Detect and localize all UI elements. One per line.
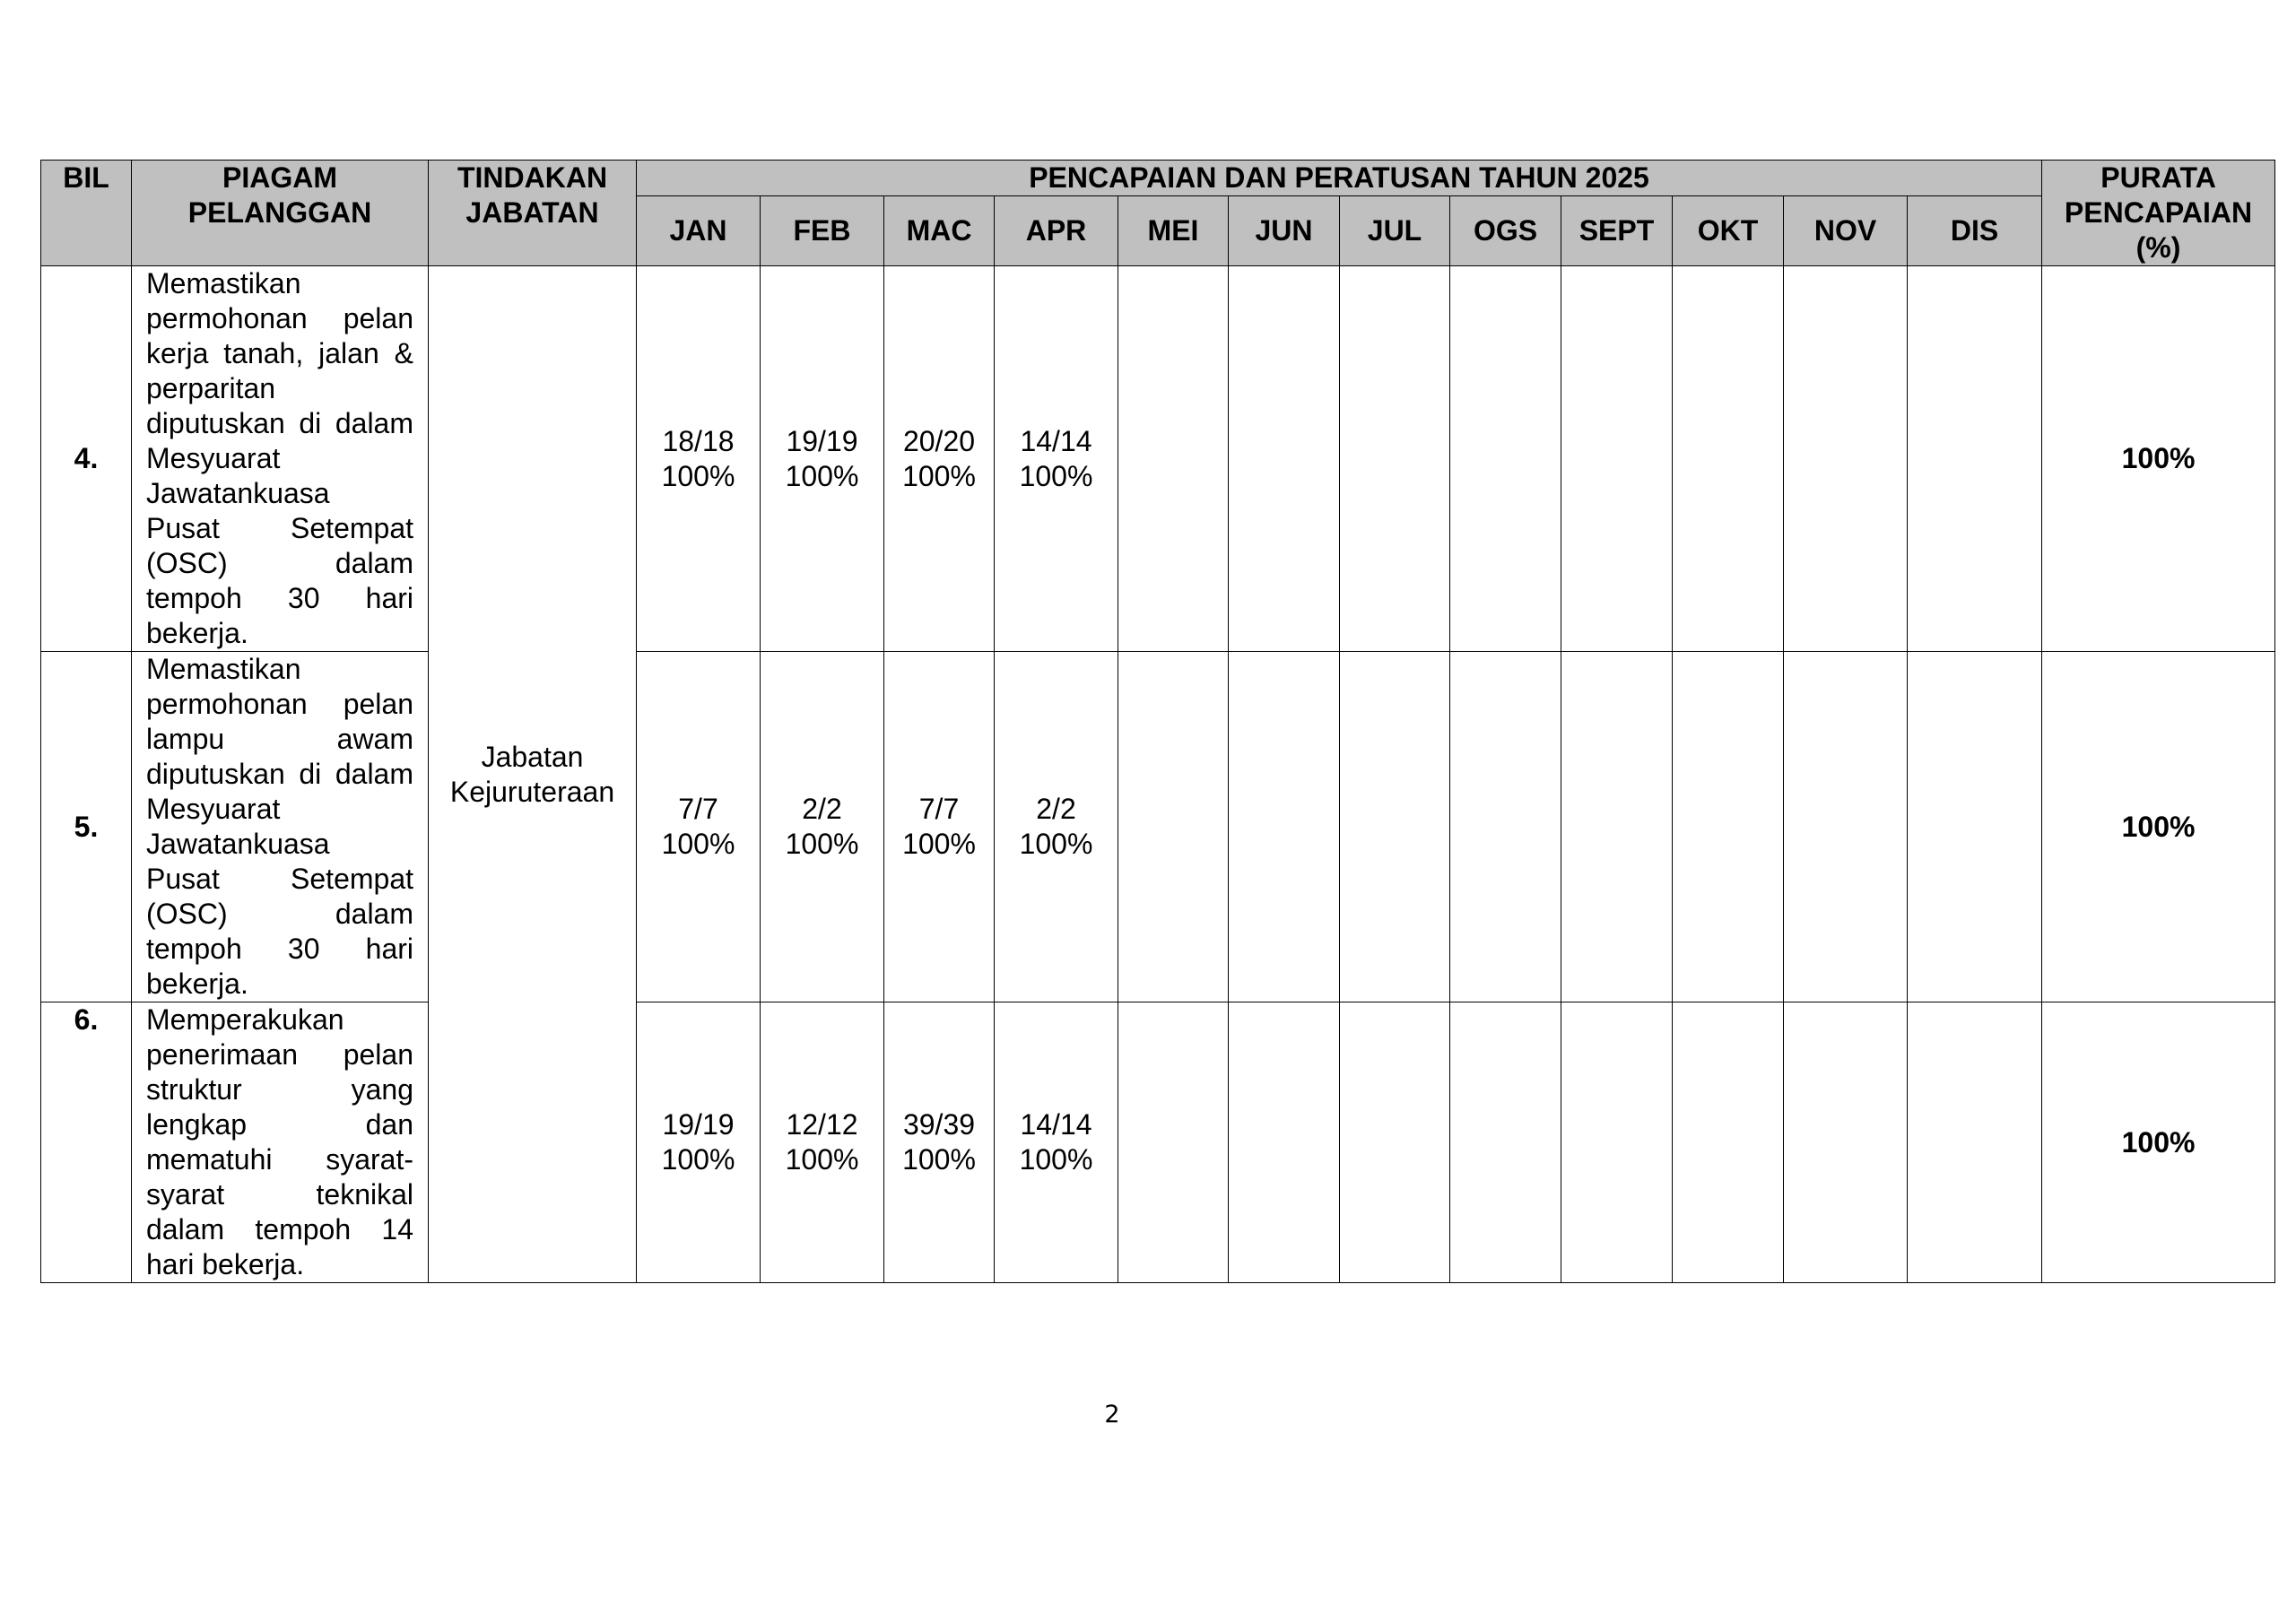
value-ogs — [1450, 266, 1561, 652]
value-count: 7/7 — [918, 793, 960, 825]
value-mac — [884, 266, 995, 652]
table-row — [41, 1002, 2275, 1283]
value-pct: 100% — [785, 459, 859, 492]
month-jun: JUN — [1229, 196, 1340, 266]
value-ogs — [1450, 652, 1561, 1002]
value-nov — [1784, 652, 1908, 1002]
value-pct: 100% — [1019, 828, 1093, 860]
piagam-line: diputuskan di dalam — [146, 758, 413, 790]
piagam-line: Mesyuarat — [146, 793, 281, 825]
row-average: 100% — [2042, 652, 2275, 1002]
row-piagam — [132, 652, 429, 1002]
piagam-line: tempoh 30 hari — [146, 582, 413, 614]
value-mei — [1118, 266, 1229, 652]
piagam-line: Jawatankuasa — [146, 828, 330, 860]
header-piagam-label: PIAGAM PELANGGAN — [187, 161, 372, 229]
month-dis: DIS — [1908, 196, 2042, 266]
header-piagam — [132, 161, 429, 266]
row-average: 100% — [2042, 266, 2275, 652]
value-jan — [637, 1002, 761, 1283]
value-count: 7/7 — [678, 793, 718, 825]
value-nov — [1784, 1002, 1908, 1283]
value-jul — [1340, 652, 1450, 1002]
value-apr — [995, 1002, 1118, 1283]
piagam-line: tempoh 30 hari — [146, 933, 413, 965]
piagam-line: (OSC) dalam — [146, 547, 413, 579]
value-count: 19/19 — [662, 1108, 735, 1141]
value-count: 2/2 — [802, 793, 842, 825]
value-pct: 100% — [902, 459, 976, 492]
piagam-line: hari bekerja. — [146, 1248, 305, 1280]
piagam-line: dalam tempoh 14 — [146, 1213, 413, 1245]
header-purata-label: PURATA PENCAPAIAN (%) — [2064, 161, 2253, 264]
value-apr — [995, 652, 1118, 1002]
piagam-line: bekerja. — [146, 617, 248, 649]
value-mei — [1118, 652, 1229, 1002]
value-feb — [761, 1002, 884, 1283]
header-purata — [2042, 161, 2275, 266]
value-jul — [1340, 1002, 1450, 1283]
piagam-line: Memastikan — [146, 267, 301, 299]
header-bil: BIL — [41, 161, 132, 196]
department-label: Jabatan Kejuruteraan — [449, 740, 615, 808]
value-feb — [761, 266, 884, 652]
table-row — [41, 266, 2275, 652]
value-nov — [1784, 266, 1908, 652]
value-jun — [1229, 652, 1340, 1002]
value-okt — [1673, 266, 1784, 652]
month-apr: APR — [995, 196, 1118, 266]
value-okt — [1673, 1002, 1784, 1283]
value-sept — [1561, 1002, 1673, 1283]
value-ogs — [1450, 1002, 1561, 1283]
piagam-line: Pusat Setempat — [146, 863, 413, 895]
value-pct: 100% — [902, 1143, 976, 1176]
piagam-line: syarat teknikal — [146, 1178, 413, 1211]
value-count: 14/14 — [1020, 424, 1092, 457]
value-dis — [1908, 1002, 2042, 1283]
value-dis — [1908, 652, 2042, 1002]
header-pencapaian: PENCAPAIAN DAN PERATUSAN TAHUN 2025 — [637, 161, 2042, 196]
month-ogs: OGS — [1450, 196, 1561, 266]
piagam-line: permohonan pelan — [146, 302, 413, 334]
value-pct: 100% — [1019, 1143, 1093, 1176]
piagam-line: lengkap dan — [146, 1108, 413, 1141]
value-feb — [761, 652, 884, 1002]
value-count: 20/20 — [902, 424, 976, 457]
department-cell — [429, 266, 637, 1283]
value-okt — [1673, 652, 1784, 1002]
piagam-line: diputuskan di dalam — [146, 407, 413, 439]
value-pct: 100% — [902, 828, 976, 860]
month-mac: MAC — [884, 196, 995, 266]
month-feb: FEB — [761, 196, 884, 266]
value-sept — [1561, 652, 1673, 1002]
value-jun — [1229, 1002, 1340, 1283]
piagam-line: lampu awam — [146, 723, 413, 755]
month-mei: MEI — [1118, 196, 1229, 266]
piagam-line: mematuhi syarat- — [146, 1143, 413, 1176]
row-piagam — [132, 266, 429, 652]
piagam-line: struktur yang — [146, 1073, 413, 1106]
value-count: 2/2 — [1036, 793, 1076, 825]
month-okt: OKT — [1673, 196, 1784, 266]
value-dis — [1908, 266, 2042, 652]
value-mac — [884, 1002, 995, 1283]
piagam-line: Memastikan — [146, 653, 301, 685]
header-bil-blank — [41, 196, 132, 266]
value-pct: 100% — [661, 828, 735, 860]
value-mac — [884, 652, 995, 1002]
value-pct: 100% — [785, 1143, 859, 1176]
value-count: 12/12 — [786, 1108, 858, 1141]
row-bil: 4. — [41, 266, 132, 652]
value-pct: 100% — [661, 459, 735, 492]
value-jan — [637, 652, 761, 1002]
value-jun — [1229, 266, 1340, 652]
value-count: 19/19 — [786, 424, 858, 457]
piagam-line: Pusat Setempat — [146, 512, 413, 544]
value-count: 18/18 — [662, 424, 735, 457]
row-bil: 6. — [41, 1002, 132, 1283]
value-mei — [1118, 1002, 1229, 1283]
customer-charter-table — [40, 160, 2275, 1283]
value-jul — [1340, 266, 1450, 652]
piagam-line: Memperakukan — [146, 1003, 344, 1036]
header-tindakan — [429, 161, 637, 266]
month-sept: SEPT — [1561, 196, 1673, 266]
row-bil: 5. — [41, 652, 132, 1002]
month-nov: NOV — [1784, 196, 1908, 266]
piagam-line: penerimaan pelan — [146, 1038, 413, 1071]
value-pct: 100% — [1019, 459, 1093, 492]
month-jul: JUL — [1340, 196, 1450, 266]
value-jan — [637, 266, 761, 652]
value-pct: 100% — [785, 828, 859, 860]
piagam-line: (OSC) dalam — [146, 898, 413, 930]
piagam-line: kerja tanah, jalan & — [146, 337, 413, 369]
piagam-line: permohonan pelan — [146, 688, 413, 720]
value-pct: 100% — [661, 1143, 735, 1176]
row-piagam — [132, 1002, 429, 1283]
table-row — [41, 652, 2275, 1002]
value-sept — [1561, 266, 1673, 652]
page-number: 2 — [1104, 1401, 1120, 1428]
value-apr — [995, 266, 1118, 652]
piagam-line: bekerja. — [146, 968, 248, 1000]
month-jan: JAN — [637, 196, 761, 266]
piagam-line: Mesyuarat — [146, 442, 281, 474]
value-count: 14/14 — [1020, 1108, 1092, 1141]
value-count: 39/39 — [902, 1108, 976, 1141]
piagam-line: Jawatankuasa — [146, 477, 330, 509]
piagam-line: perparitan — [146, 372, 276, 404]
row-average: 100% — [2042, 1002, 2275, 1283]
header-tindakan-label: TINDAKAN JABATAN — [457, 161, 608, 229]
